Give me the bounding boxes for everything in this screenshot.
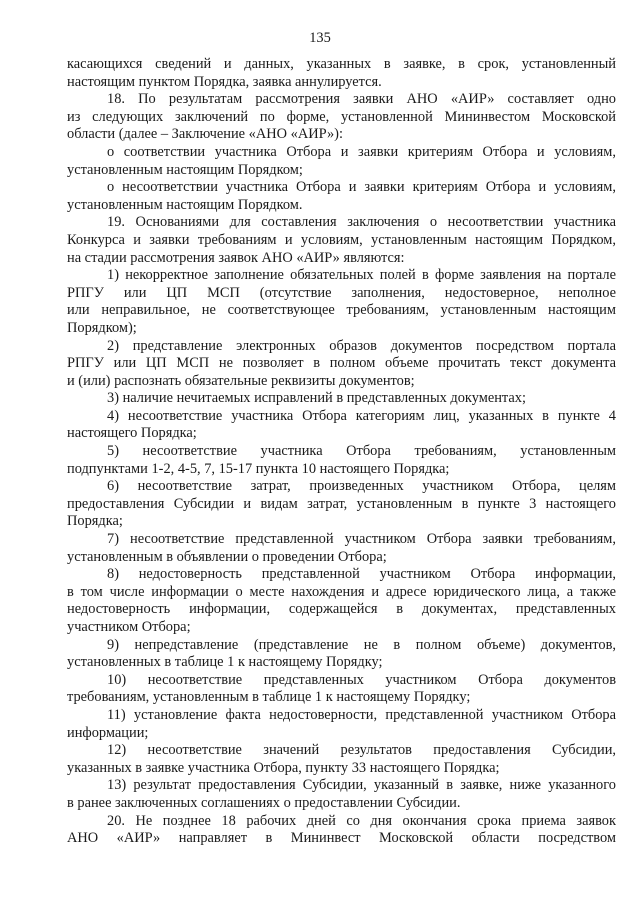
text-line: касающихся сведений и данных, указанных в заявке, в срок, установленный xyxy=(67,56,616,72)
text-line: настоящим пунктом Порядка, заявка аннулируется. xyxy=(67,73,382,90)
text-line: установленных в таблице 1 к настоящему Порядку; xyxy=(67,654,383,671)
text-line: 7) несоответствие представленной участником Отбора заявки требованиям, xyxy=(107,531,616,548)
text-line: 13) результат предоставления Субсидии, указанный в заявке, ниже указанного xyxy=(107,777,616,794)
text-line: РПГУ или ЦП МСП (отсутствие заполнения, недостоверное, неполное xyxy=(67,284,616,301)
text-line: 10) несоответствие представленных участником Отбора документов xyxy=(107,671,616,688)
text-line: АНО «АИР» направляет в Мининвест Московской области посредством xyxy=(67,830,616,847)
text-line: установленным настоящим Порядком. xyxy=(67,196,303,213)
text-line: установленным в объявлении о проведении Отбора; xyxy=(67,548,387,565)
text-line: информации; xyxy=(67,724,149,741)
text-line: 12) несоответствие значений результатов предоставления Субсидии, xyxy=(107,742,616,759)
page-number: 135 xyxy=(309,30,331,46)
text-line: 5) несоответствие участника Отбора требованиям, установленным xyxy=(107,443,616,460)
text-line: 3) наличие нечитаемых исправлений в представленных документах; xyxy=(107,390,526,407)
text-line: недостоверность информации, содержащейся в документах, представленных xyxy=(67,601,616,618)
text-line: подпунктами 1-2, 4-5, 7, 15-17 пункта 10 настоящего Порядка; xyxy=(67,460,450,477)
text-line: предоставления Субсидии и видам затрат, установленным в пункте 3 настоящего xyxy=(67,495,616,512)
text-line: области (далее – Заключение «АНО «АИР»): xyxy=(67,126,343,143)
text-line: 4) несоответствие участника Отбора категориям лиц, указанных в пункте 4 xyxy=(107,407,616,424)
text-line: о несоответствии участника Отбора и заявки критериям Отбора и условиям, xyxy=(107,179,616,196)
text-line: указанных в заявке участника Отбора, пункту 33 настоящего Порядка; xyxy=(67,759,500,776)
text-line: 9) непредставление (представление не в полном объеме) документов, xyxy=(107,636,616,653)
text-line: в том числе информации о месте нахождения и адресе юридического лица, а также xyxy=(67,583,616,600)
text-line: требованиям, установленным в таблице 1 к настоящему Порядку; xyxy=(67,689,471,706)
text-line: 1) некорректное заполнение обязательных полей в форме заявления на портале xyxy=(107,267,616,284)
text-line: Порядком); xyxy=(67,319,137,336)
text-line: из следующих заключений по форме, установленной Мининвестом Московской xyxy=(67,108,616,125)
text-line: РПГУ или ЦП МСП не позволяет в полном объеме прочитать текст документа xyxy=(67,355,616,372)
text-line: и (или) распознать обязательные реквизиты документов; xyxy=(67,372,415,389)
text-line: 19. Основаниями для составления заключения о несоответствии участника xyxy=(107,214,616,231)
text-line: 8) недостоверность представленной участником Отбора информации, xyxy=(107,566,616,583)
text-line: или неправильное, не соответствующее требованиям, установленным настоящим xyxy=(67,302,616,319)
text-line: на стадии рассмотрения заявок АНО «АИР» являются: xyxy=(67,249,405,266)
text-line: в ранее заключенных соглашениях о предоставлении Субсидии. xyxy=(67,794,461,811)
text-line: 2) представление электронных образов документов посредством портала xyxy=(107,337,616,354)
text-line: 6) несоответствие затрат, произведенных участником Отбора, целям xyxy=(107,478,616,495)
document-body xyxy=(67,56,616,848)
text-line: участником Отбора; xyxy=(67,619,191,635)
text-line: 18. По результатам рассмотрения заявки АНО «АИР» составляет одно xyxy=(107,91,616,108)
text-line: о соответствии участника Отбора и заявки критериям Отбора и условиям, xyxy=(107,143,616,160)
text-line: установленным настоящим Порядком; xyxy=(67,161,303,178)
text-line: Конкурса и заявки требованиям и условиям, установленным настоящим Порядком, xyxy=(67,231,616,248)
text-line: 20. Не позднее 18 рабочих дней со дня окончания срока приема заявок xyxy=(107,812,616,829)
text-line: Порядка; xyxy=(67,513,123,530)
text-line: 11) установление факта недостоверности, представленной участником Отбора xyxy=(107,706,616,723)
text-line: настоящего Порядка; xyxy=(67,425,197,442)
